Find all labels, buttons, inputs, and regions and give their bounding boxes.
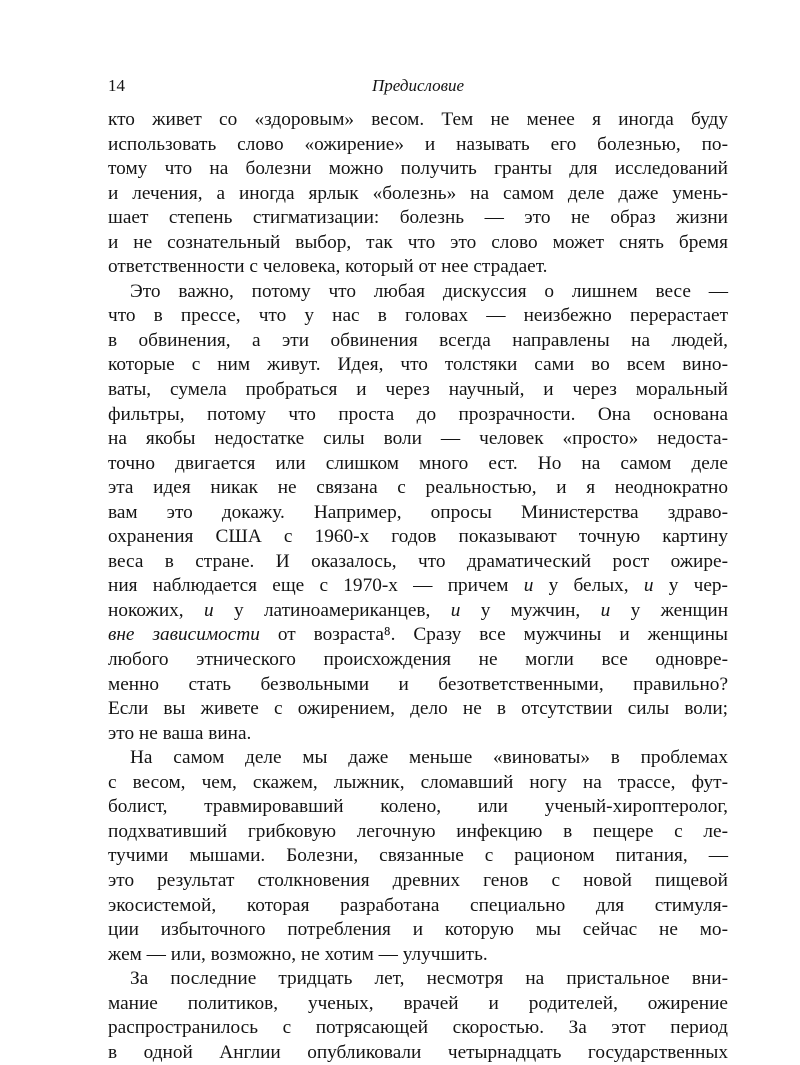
text-line: подхвативший грибковую легочную инфекцию в пещере с ле- <box>108 820 728 842</box>
paragraph <box>108 967 728 1065</box>
text-line: шает степень стигматизации: болезнь — это не образ жизни <box>108 207 728 229</box>
text-line: нокожих, и у латиноамериканцев, и у мужчин, и у женщин <box>108 599 729 621</box>
paragraph <box>108 280 728 746</box>
text-line: распространилось с потрясающей скоростью. За этот период <box>108 1017 728 1039</box>
body-text <box>108 108 728 1065</box>
text-line: и лечения, а иногда ярлык «болезнь» на самом деле даже умень- <box>108 182 728 204</box>
text-line: любого этнического происхождения не могли все одновре- <box>108 649 728 671</box>
text-line: На самом деле мы даже меньше «виноваты» в проблемах <box>130 747 728 769</box>
page-number: 14 <box>108 76 125 95</box>
text-line: использовать слово «ожирение» и называть его болезнью, по- <box>108 133 728 155</box>
text-line: в обвинения, а эти обвинения всегда направлены на людей, <box>108 329 728 351</box>
text-line: ваты, сумела пробраться и через научный, и через моральный <box>108 379 728 401</box>
text-line: это результат столкновения древних генов с новой пищевой <box>108 869 728 891</box>
text-line: Это важно, потому что любая дискуссия о лишнем весе — <box>130 280 728 302</box>
text-line: что в прессе, что у нас в головах — неизбежно перерастает <box>108 305 728 327</box>
text-line: эта идея никак не связана с реальностью, и я неоднократно <box>108 477 728 499</box>
text-line: тому что на болезни можно получить гранты для исследований <box>108 158 728 180</box>
text-line: За последние тридцать лет, несмотря на пристальное вни- <box>130 968 728 990</box>
text-line: кто живет со «здоровым» весом. Тем не менее я иногда буду <box>108 109 728 130</box>
text-line: жем — или, возможно, не хотим — улучшить. <box>108 943 488 965</box>
text-line: это не ваша вина. <box>108 722 252 744</box>
text-line: веса в стране. И оказалось, что драматический рост ожире- <box>108 550 728 572</box>
text-line: Если вы живете с ожирением, дело не в отсутствии силы воли; <box>108 698 728 720</box>
running-head <box>108 72 728 100</box>
text-line: точно двигается или слишком много ест. Но на самом деле <box>108 452 728 474</box>
text-line: тучими мышами. Болезни, связанные с рационом питания, — <box>108 845 728 867</box>
text-line: ния наблюдается еще с 1970-х — причем и у белых, и у чер- <box>108 575 728 597</box>
text-line: на якобы недостатке силы воли — человек «просто» недоста- <box>108 428 728 450</box>
text-line: охранения США с 1960-х годов показывают точную картину <box>108 526 728 548</box>
text-line: менно стать безвольными и безответственными, правильно? <box>108 673 728 695</box>
text-line: которые с ним живут. Идея, что толстяки сами во всем вино- <box>108 354 728 376</box>
text-line: вам это докажу. Например, опросы Министерства здраво- <box>108 501 728 523</box>
text-line: в одной Англии опубликовали четырнадцать государственных <box>108 1041 728 1063</box>
text-line: фильтры, потому что проста до прозрачности. Она основана <box>108 403 728 425</box>
text-line: с весом, чем, скажем, лыжник, сломавший ногу на трассе, фут- <box>108 771 728 793</box>
text-line: экосистемой, которая разработана специально для стимуля- <box>108 894 728 916</box>
paragraph <box>108 108 728 280</box>
text-line: вне зависимости от возраста⁸. Сразу все мужчины и женщины <box>108 624 728 646</box>
text-line: ответственности с человека, который от нее страдает. <box>108 256 548 278</box>
text-line: мание политиков, ученых, врачей и родителей, ожирение <box>108 992 728 1014</box>
text-line: ции избыточного потребления и которую мы сейчас не мо- <box>108 919 728 941</box>
text-line: болист, травмировавший колено, или ученый-хироптеролог, <box>108 796 728 818</box>
running-title: Предисловие <box>371 76 465 95</box>
text-line: и не сознательный выбор, так что это слово может снять бремя <box>108 231 728 253</box>
paragraph <box>108 746 728 967</box>
